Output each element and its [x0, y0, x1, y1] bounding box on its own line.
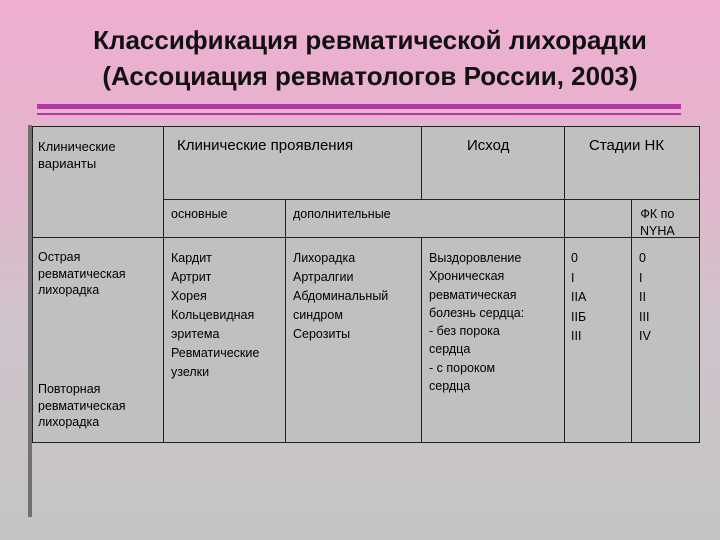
- title-line-2: (Ассоциация ревматологов России, 2003): [102, 61, 638, 91]
- list-item: 0: [639, 251, 646, 265]
- main-manifestations-list: [171, 249, 259, 382]
- list-item: сердца: [429, 379, 471, 394]
- list-item: - с пороком: [429, 360, 496, 375]
- title-rule-thin: [37, 113, 681, 115]
- list-item: Хроническая: [429, 269, 505, 284]
- outcome-list: [429, 249, 524, 395]
- header-variants-label: Клинические варианты: [38, 139, 116, 171]
- list-item: IIБ: [571, 309, 587, 324]
- stages-list: [571, 249, 586, 347]
- list-item: Ревматические: [171, 346, 260, 360]
- list-item: IIА: [571, 290, 587, 304]
- list-item: IV: [639, 329, 651, 343]
- list-item: болезнь сердца:: [429, 305, 525, 320]
- list-item: Артрит: [171, 270, 212, 284]
- header-manifestations-label: Клинические проявления: [177, 137, 354, 154]
- header-additional-label: дополнительные: [293, 207, 391, 221]
- fk-list: [639, 249, 651, 347]
- list-item: Абдоминальный: [293, 289, 389, 303]
- list-item: I: [639, 270, 643, 285]
- header-outcome-label: Исход: [467, 137, 510, 154]
- list-item: сердца: [429, 342, 471, 357]
- list-item: 0: [571, 251, 578, 265]
- list-item: Выздоровление: [429, 251, 522, 265]
- list-item: Хорея: [171, 289, 207, 303]
- list-item: эритема: [171, 327, 220, 341]
- list-item: ревматическая: [429, 287, 517, 302]
- title-rule-thick: [37, 104, 681, 109]
- additional-manifestations-list: [293, 249, 388, 344]
- slide-title: [40, 22, 700, 94]
- header-stages-label: Стадии НК: [589, 137, 665, 154]
- list-item: II: [639, 290, 646, 304]
- header-fk-label: ФК по NYHA: [640, 207, 675, 238]
- list-item: - без порока: [429, 324, 500, 339]
- list-item: Кольцевидная: [171, 308, 255, 322]
- list-item: III: [571, 329, 582, 343]
- header-stages-sub-cell: [564, 199, 632, 238]
- list-item: Артралгии: [293, 270, 354, 284]
- list-item: синдром: [293, 308, 343, 322]
- list-item: III: [639, 309, 650, 324]
- list-item: Лихорадка: [293, 251, 356, 265]
- list-item: узелки: [171, 365, 210, 379]
- list-item: Кардит: [171, 251, 212, 265]
- list-item: I: [571, 270, 575, 285]
- list-item: Серозиты: [293, 327, 351, 341]
- variant-acute: Острая ревматическая лихорадка: [38, 250, 126, 297]
- header-main-label: основные: [171, 207, 228, 221]
- title-line-1: Классификация ревматической лихорадки: [93, 25, 647, 55]
- variant-recurrent: Повторная ревматическая лихорадка: [38, 382, 126, 429]
